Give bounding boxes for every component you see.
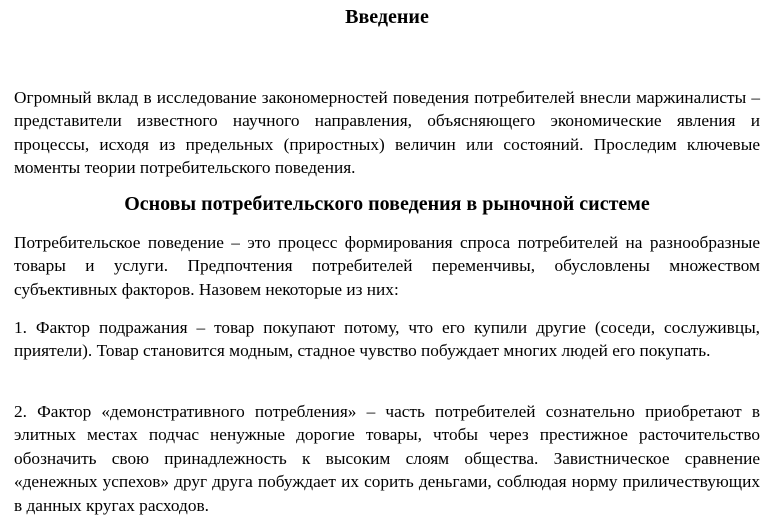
factor-item-1: 1. Фактор подражания – товар покупают потому, что его купили другие (соседи, сослуживцы, приятели). Товар становится модным, стадное чувство побуждает многих людей его покупать. [14,318,760,361]
heading-introduction: Введение [345,6,429,28]
intro-paragraph: Огромный вклад в исследование закономерностей поведения потребителей внесли маржиналисты – представители известного научного направления, объясняющего экономические явления и процессы, исходя из предельных (приростных) величин или состояний. Проследим ключевые моменты теории потребительского поведения. [14,88,760,178]
definition-paragraph: Потребительское поведение – это процесс формирования спроса потребителей на разнообразные товары и услуги. Предпочтения потребителей переменчивы, обусловлены множеством субъективных факторов. Назовем некоторые из них: [14,233,760,299]
section-title: Основы потребительского поведения в рыночной системе [124,193,650,215]
factor-item-2: 2. Фактор «демонстративного потребления» – часть потребителей сознательно приобретают в элитных местах подчас ненужные дорогие товары, чтобы через престижное расточительство обозначить свою принадлежность к высоким слоям общества. Завистническое сравнение «денежных успехов» друг друга побуждает их сорить деньгами, соблюдая норму приличествующих в данных кругах расходов. [14,402,760,515]
